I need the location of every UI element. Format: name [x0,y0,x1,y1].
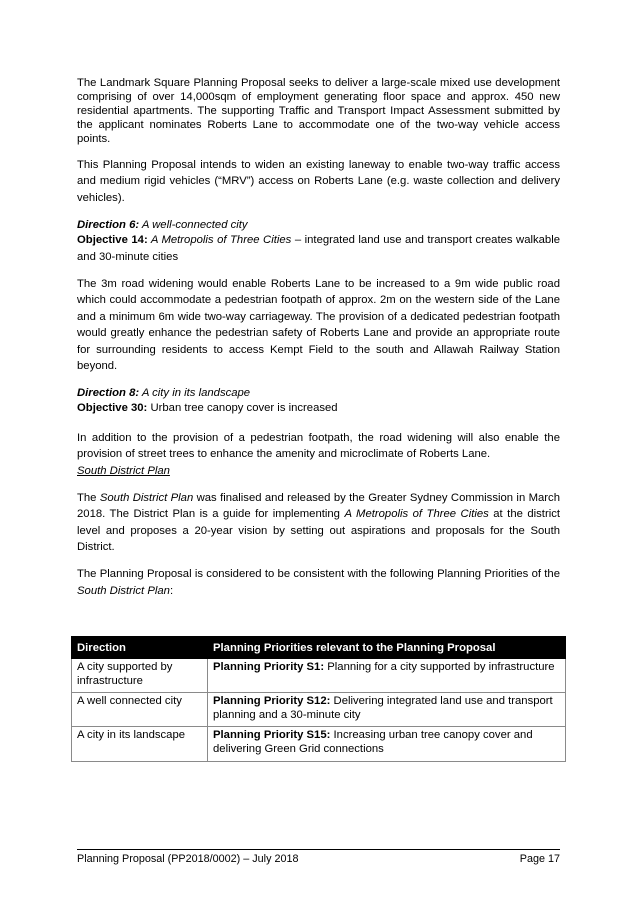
table-cell-direction: A well connected city [72,693,208,727]
priority-label: Planning Priority S12: [213,695,331,708]
paragraph-landmark-square: The Landmark Square Planning Proposal seeks to deliver a large-scale mixed use development comprising of over 14,000sqm of employment generating floor space and approx. 450 new residential apartments. The supporting Traffic and Transport Impact Assessment submitted by the applicant nominates Roberts Lane to accommodate one of the two-way vehicle access points. [77,77,560,145]
table-cell-priority [208,727,566,761]
paragraph-laneway-widening: This Planning Proposal intends to widen an existing laneway to enable two-way traffic access and medium rigid vehicles (“MRV”) access on Roberts Lane (e.g. waste collection and delivery vehicles). [77,159,560,204]
direction-8-block [77,387,560,416]
footer-divider [77,849,560,850]
table-row [72,659,566,693]
direction-8-text: A city in its landscape [139,387,251,400]
priority-text: Delivering integrated land use and transport planning and a 30-minute city [213,695,553,721]
p6-text-b: South District Plan [77,584,170,597]
paragraph-street-trees: In addition to the provision of a pedestrian footpath, the road widening will also enable the provision of street trees to enhance the amenity and microclimate of Roberts Lane. [77,431,560,461]
objective-14-text: – integrated land use and transport creates walkable and 30-minute cities [77,234,560,263]
table-cell-priority [208,693,566,727]
direction-6-label: Direction 6: [77,219,140,232]
priority-label: Planning Priority S15: [213,729,331,742]
p6-text-c: : [169,584,174,597]
paragraph-consistency [77,566,560,599]
table-row [72,693,566,727]
table-header-row [72,637,566,659]
table-cell-direction: A city in its landscape [72,727,208,761]
page-footer [77,853,560,865]
direction-6-heading [77,219,560,232]
p5-text-e: at the district level and proposes a 20-year vision by setting out aspirations and proposals for the South District. [77,508,561,553]
direction-8-heading [77,387,560,400]
priority-text: Planning for a city supported by infrastructure [324,661,555,673]
footer-document-reference: Planning Proposal (PP2018/0002) – July 2018 [77,853,299,865]
document-body [77,76,560,599]
priority-label: Planning Priority S1: [213,661,325,673]
objective-30-label: Objective 30: [77,402,148,415]
section-heading-south-district-plan: South District Plan [77,464,170,477]
p5-text-d: A Metropolis of Three Cities [344,508,489,521]
p5-text-b: South District Plan [99,491,194,504]
table-cell-priority [208,659,566,693]
objective-30 [77,400,560,416]
table-header-direction: Direction [72,637,208,659]
direction-6-block [77,219,560,265]
paragraph-district-plan [77,490,560,556]
p5-text-c: was finalised and released by the Greater Sydney Commission in March 2018. The District Plan is a guide for implementing [77,491,560,521]
table-header-priorities: Planning Priorities relevant to the Planning Proposal [208,637,566,659]
direction-8-label: Direction 8: [77,387,140,400]
planning-priorities-table [71,636,566,762]
direction-6-text: A well-connected city [139,219,248,232]
footer-page-number: Page 17 [519,853,560,865]
objective-14 [77,232,560,265]
table-cell-direction: A city supported by infrastructure [72,659,208,693]
objective-14-italic: A Metropolis of Three Cities [147,234,292,247]
p5-text-a: The [77,491,100,504]
table-row [72,727,566,761]
objective-30-text: Urban tree canopy cover is increased [147,402,338,415]
priority-text: Increasing urban tree canopy cover and delivering Green Grid connections [213,729,533,755]
p6-text-a: The Planning Proposal is considered to be consistent with the following Planning Priorities of the [77,568,560,581]
paragraph-road-widening: The 3m road widening would enable Roberts Lane to be increased to a 9m wide public road which could accommodate a pedestrian footpath of approx. 2m on the western side of the Lane and a minimum 6m wide two-way carriageway. The provision of a dedicated pedestrian footpath would greatly enhance the pedestrian safety of Roberts Lane and provide an appropriate route for surrounding residents to access Kempt Field to the south and Allawah Railway Station beyond. [77,278,560,373]
objective-14-label: Objective 14: [77,234,148,247]
